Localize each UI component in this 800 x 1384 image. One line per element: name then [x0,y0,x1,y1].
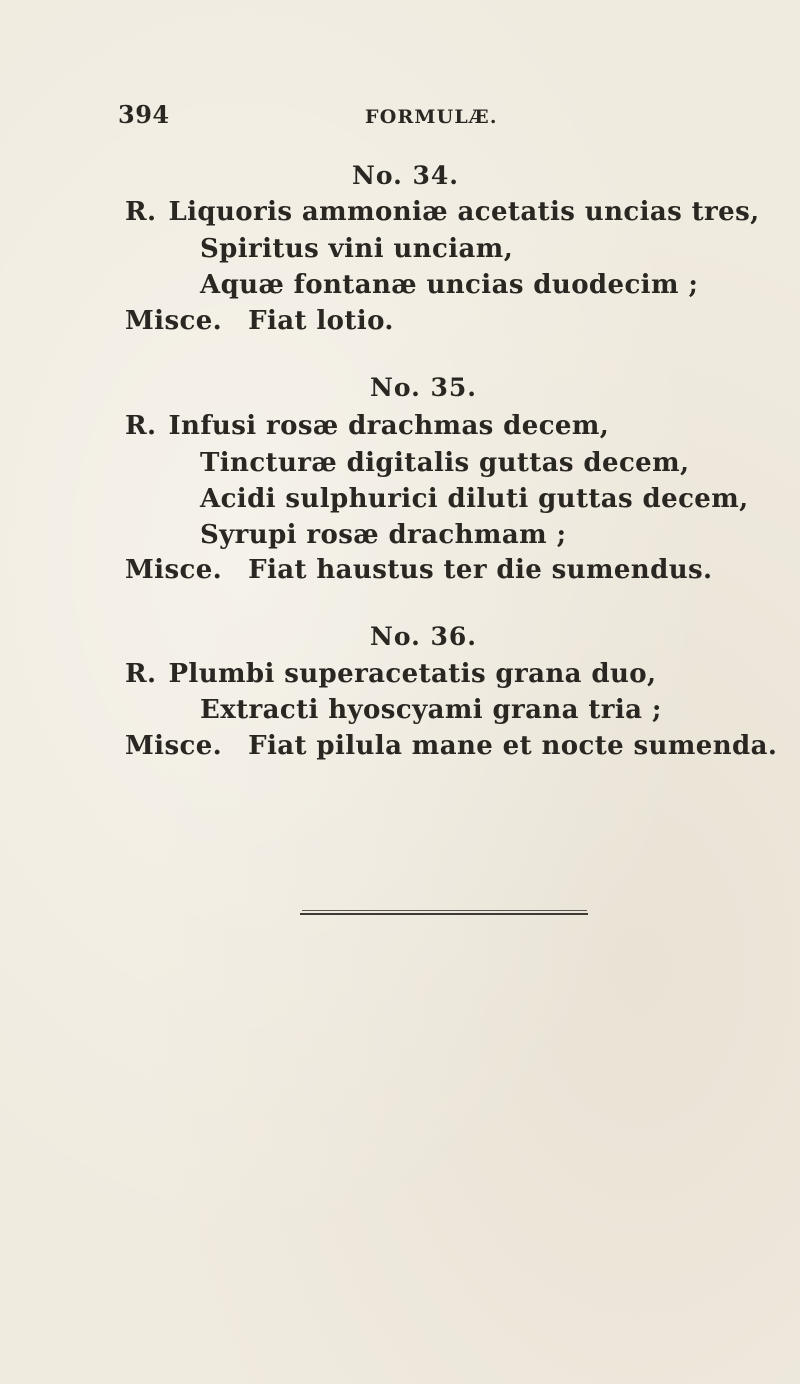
recipe-number-35: No. 35. [370,373,477,402]
recipe-number-36: No. 36. [370,622,477,651]
end-rule-thin [302,910,587,911]
running-head: FORMULÆ. [365,106,498,128]
instruction-text: Fiat pilula mane et nocte sumenda. [248,731,778,761]
recipe-36-line-2: Extracti hyoscyami grana tria ; [200,695,662,725]
instruction-text: Fiat haustus ter die sumendus. [248,555,713,585]
misce-label: Misce. [125,306,223,336]
ingredient-text: Liquoris ammoniæ acetatis uncias tres, [168,197,760,227]
instruction-text: Fiat lotio. [248,306,394,336]
recipe-35-line-1 [125,413,609,439]
recipe-symbol: R. [125,659,157,689]
recipe-34-line-2: Spiritus vini unciam, [200,234,514,264]
misce-label: Misce. [125,555,223,585]
recipe-symbol: R. [125,411,157,441]
recipe-symbol: R. [125,197,157,227]
recipe-34-line-3: Aquæ fontanæ uncias duodecim ; [200,270,699,300]
misce-label: Misce. [125,731,223,761]
ingredient-text: Plumbi superacetatis grana duo, [168,659,657,689]
recipe-36-instruction [125,733,777,759]
page-number: 394 [118,100,170,129]
recipe-35-line-3: Acidi sulphurici diluti guttas decem, [200,484,749,514]
recipe-34-instruction [125,308,394,334]
ingredient-text: Infusi rosæ drachmas decem, [168,411,610,441]
recipe-35-line-4: Syrupi rosæ drachmam ; [200,520,567,550]
recipe-34-line-1 [125,199,760,225]
recipe-35-line-2: Tincturæ digitalis guttas decem, [200,448,690,478]
recipe-number-34: No. 34. [352,161,459,190]
recipe-35-instruction [125,557,712,583]
recipe-36-line-1 [125,661,656,687]
end-rule-thick [300,913,588,915]
